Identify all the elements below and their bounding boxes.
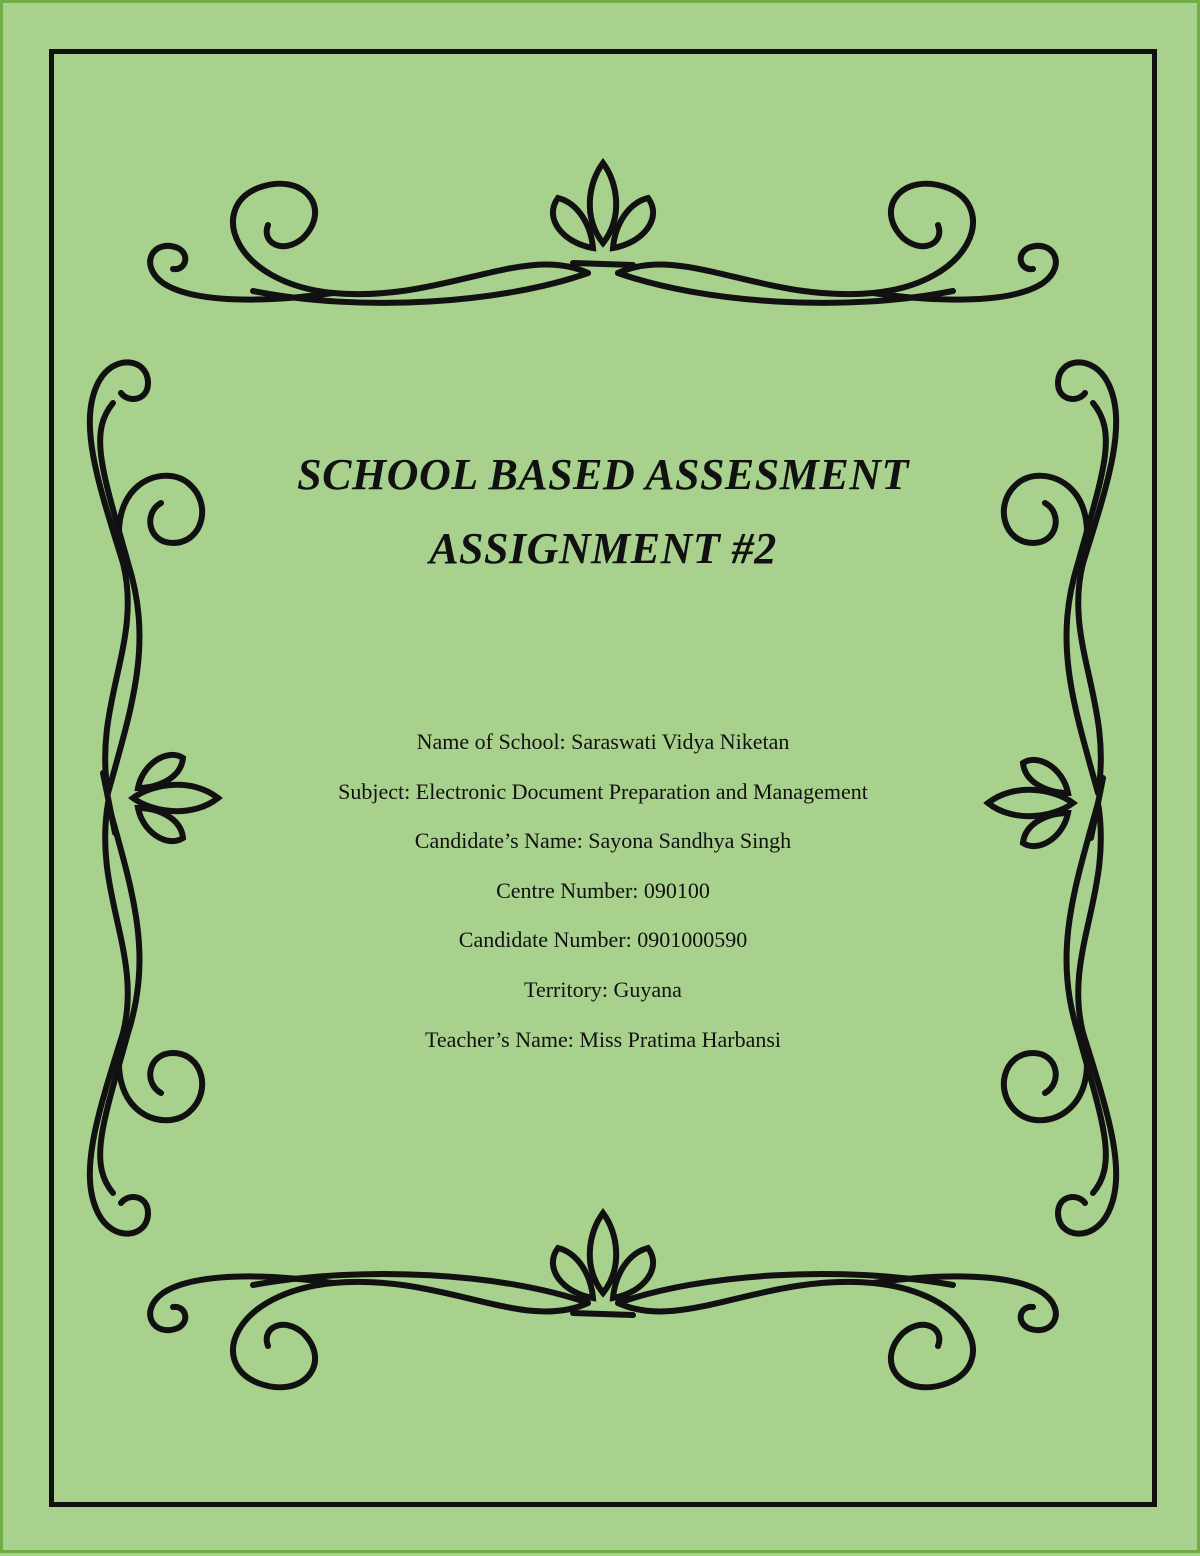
right-flourish <box>988 362 1116 1233</box>
left-flourish <box>90 362 218 1233</box>
centre-number-line: Centre Number: 090100 <box>496 877 710 903</box>
candidate-number-line: Candidate Number: 0901000590 <box>458 927 748 953</box>
top-flourish <box>150 163 1056 303</box>
subject-line: Subject: Electronic Document Preparation and Management <box>338 778 868 804</box>
school-name-line: Name of School: Saraswati Vidya Niketan <box>416 729 790 754</box>
teacher-name-line: Teacher’s Name: Miss Pratima Harbansi <box>424 1026 782 1052</box>
title-line-2: ASSIGNMENT #2 <box>429 524 777 573</box>
candidate-details <box>203 725 1003 1072</box>
bottom-flourish <box>150 1213 1056 1387</box>
title-line-1: SCHOOL BASED ASSESMENT <box>297 450 909 499</box>
candidate-name-line: Candidate’s Name: Sayona Sandhya Singh <box>414 828 792 854</box>
territory-line: Territory: Guyana <box>524 976 682 1002</box>
